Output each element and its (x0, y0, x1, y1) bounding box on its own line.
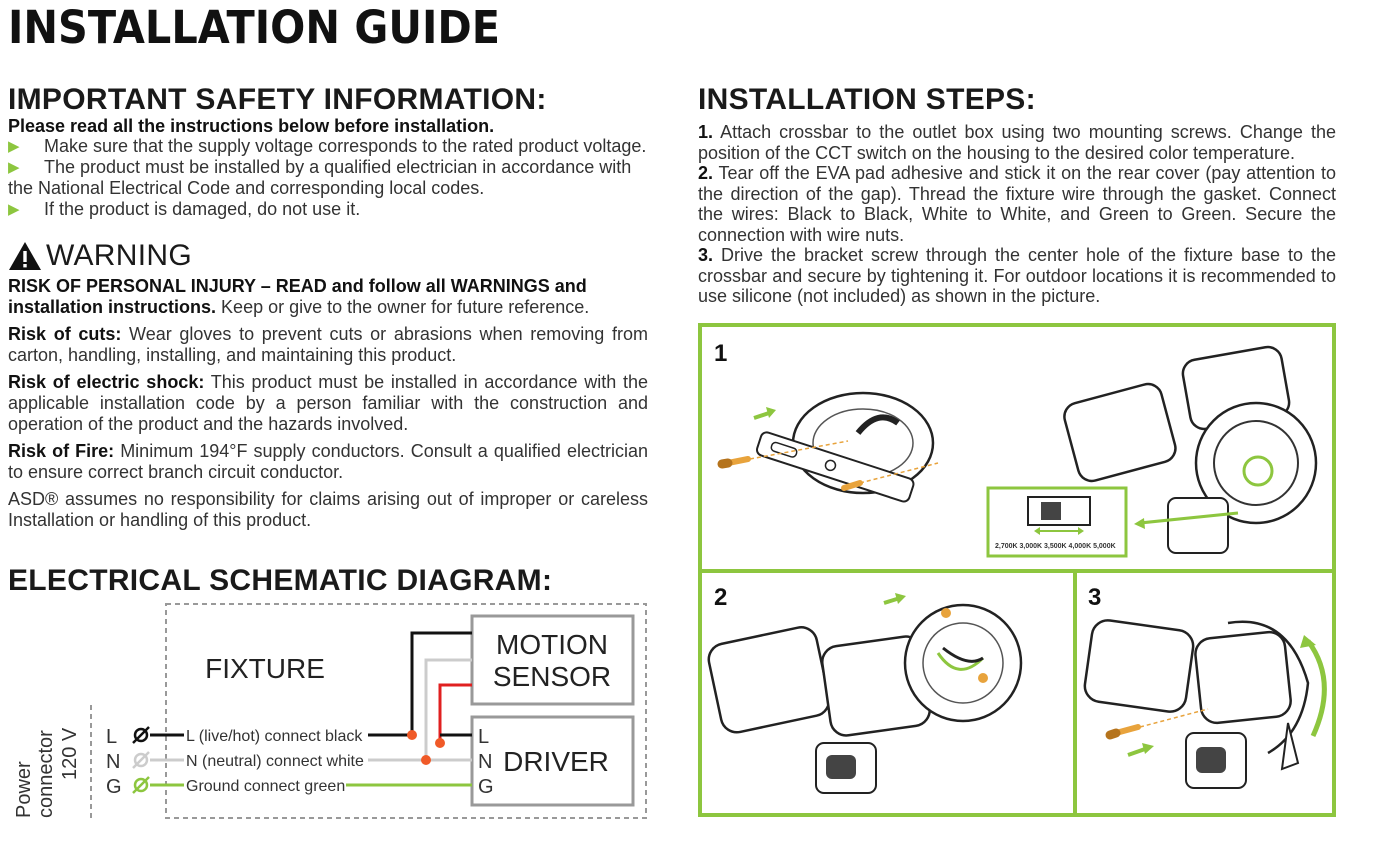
installation-illustrations (698, 323, 1336, 817)
cct-switch-inset (988, 488, 1126, 556)
risk-electric-shock: Risk of electric shock: This product must be installed in accordance with the applicable installation code by a person familiar with the construction and operation of the product and the hazards involved. (8, 372, 648, 434)
terminal-n-label: N (106, 751, 121, 773)
schematic-heading: ELECTRICAL SCHEMATIC DIAGRAM: (8, 564, 553, 597)
safety-bullet: ▶ Make sure that the supply voltage corresponds to the rated product voltage. (8, 136, 647, 156)
safety-heading: IMPORTANT SAFETY INFORMATION: (8, 83, 547, 116)
junction-dot (421, 755, 431, 765)
driver-terminal-g: G (478, 776, 494, 798)
safety-subheading: Please read all the instructions below before installation. (8, 116, 495, 136)
safety-section (8, 84, 648, 220)
step-2: 2. Tear off the EVA pad adhesive and stick it on the rear cover (pay attention to the direction of the gap). Thread the fixture wire through the gasket. Connect the wires: Black to Black, White to White, and Green to Green. Secure the connection with wire nuts. (698, 163, 1336, 245)
risk-cuts: Risk of cuts: Wear gloves to prevent cuts or abrasions when removing from carton, handling, installing, and maintaining this product. (8, 324, 648, 365)
wire-label-live: L (live/hot) connect black (186, 728, 363, 745)
wire-nut-icon (978, 673, 988, 683)
driver-terminal-n: N (478, 751, 493, 773)
wire-label-neutral: N (neutral) connect white (186, 753, 364, 770)
terminal-l-label: L (106, 726, 118, 748)
step-1: 1. Attach crossbar to the outlet box using two mounting screws. Change the position of the CCT switch on the housing to the desired color temperature. (698, 122, 1336, 163)
terminal-n-icon (133, 752, 149, 768)
electrical-schematic (0, 600, 660, 825)
svg-text:2: 2 (714, 584, 728, 611)
terminal-g-label: G (106, 776, 122, 798)
terminal-g-icon (133, 777, 149, 793)
svg-text:Power: Power (13, 761, 35, 818)
driver-terminal-l: L (478, 726, 490, 748)
driver-label: DRIVER (503, 746, 609, 777)
risk-fire: Risk of Fire: Minimum 194°F supply conductors. Consult a qualified electrician to ensure correct branch circuit conductor. (8, 441, 648, 482)
page-title: INSTALLATION GUIDE (8, 1, 501, 54)
svg-text:connector: connector (35, 730, 57, 818)
bullet-arrow-icon: ▶ (8, 138, 20, 155)
junction-dot (407, 730, 417, 740)
cct-options: 2,700K 3,000K 3,500K 4,000K 5,000K (995, 543, 1116, 550)
warning-heading: WARNING (46, 239, 192, 272)
step-3: 3. Drive the bracket screw through the center hole of the fixture base to the crossbar and secure by tightening it. For outdoor locations it is recommended to use silicone (not included) as shown in the picture. (698, 245, 1336, 306)
bullet-arrow-icon: ▶ (8, 201, 20, 218)
svg-text:1: 1 (714, 340, 728, 367)
white-wire-to-sensor (426, 660, 472, 760)
motion-label-line1: MOTION (496, 629, 608, 660)
terminal-l-icon (133, 727, 149, 743)
steps-section (698, 84, 1336, 307)
wire-label-ground: Ground connect green (186, 778, 346, 795)
warning-lead: RISK OF PERSONAL INJURY – READ and follow all WARNINGS and installation instructions. Keep or give to the owner for future reference. (8, 276, 590, 317)
bullet-arrow-icon: ▶ (8, 159, 20, 176)
safety-bullet: ▶ If the product is damaged, do not use it. (8, 199, 361, 219)
svg-text:120 V: 120 V (59, 727, 81, 780)
disclaimer: ASD® assumes no responsibility for claims arising out of improper or careless Installation or handling of this product. (8, 489, 648, 530)
motion-label-line2: SENSOR (492, 661, 612, 692)
warning-section (8, 238, 648, 531)
power-connector-label (13, 727, 81, 818)
safety-bullet: ▶ The product must be installed by a qualified electrician in accordance with the National Electrical Code and corresponding local codes. (8, 157, 632, 198)
wire-nut-icon (941, 608, 951, 618)
svg-text:3: 3 (1088, 584, 1102, 611)
fixture-label: FIXTURE (205, 653, 325, 684)
junction-dot (435, 738, 445, 748)
outlet-box-illustration (905, 605, 1021, 721)
steps-heading: INSTALLATION STEPS: (698, 83, 1036, 116)
warning-header (8, 238, 648, 274)
warning-triangle-icon (8, 241, 42, 271)
